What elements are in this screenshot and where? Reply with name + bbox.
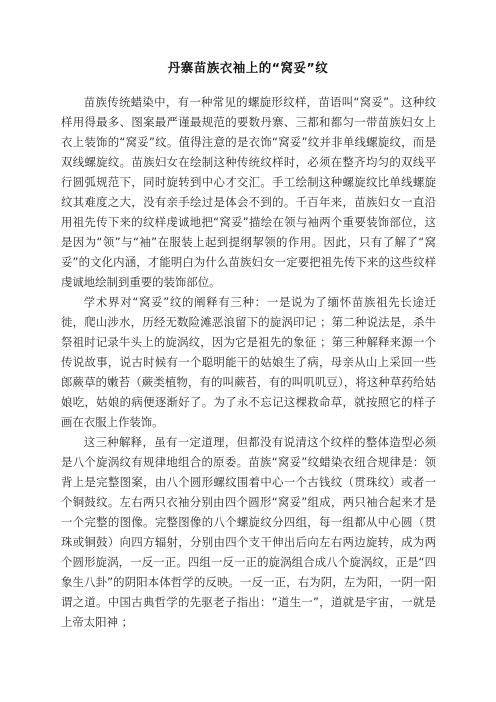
document-title: 丹寨苗族衣袖上的“窝妥”纹 [167,60,329,75]
paragraph-2: 学术界对“窝妥”纹的阐释有三种：一是说为了缅怀苗族祖先长途迁徙，爬山涉水，历经无数险滩恶浪留下的旋涡印记 ；第二种说法是，杀牛祭祖时记录牛头上的旋涡纹，因为它是祖先的象征 ；第三种解释来源一个传说故事，说古时候有一个聪明能干的姑娘生了病，母亲从山上采回一些郎蕨草的嫩苔（蕨类植物，有的叫蕨苔，有的叫叽叽豆），将这种草药给姑娘吃，姑娘的病便逐渐好了。为了永不忘记这棵救命草，就按照它的样子画在衣服上作装饰。 [61,295,436,429]
paragraph-1: 苗族传统蜡染中，有一种常见的螺旋形纹样，苗语叫“窝妥”。这种纹样用得最多、图案最严谨最规范的要数丹寨、三都和都匀一带苗族妇女上衣上装饰的“窝妥”纹。值得注意的是衣饰“窝妥”纹并非单线螺旋纹，而是双线螺旋纹。苗族妇女在绘制这种传统纹样时，必须在整齐均匀的双线平行圆弧规范下，同时旋转到中心才交汇。手工绘制这种螺旋纹比单线螺旋纹其难度之大，没有亲手绘过是体会不到的。千百年来，苗族妇女一直沿用祖先传下来的纹样虔诚地把“窝妥”描绘在领与袖两个重要装饰部位，这是因为“领”与“袖”在服装上起到提纲挈领的作用。因此，只有了解了“窝妥”的文化内涵，才能明白为什么苗族妇女一定要把祖先传下来的这些纹样虔诚地绘制到重要的装饰部位。 [61,95,436,289]
paragraph-3: 这三种解释，虽有一定道理，但都没有说清这个纹样的整体造型必须是八个旋涡纹有规律地组合的原委。苗族“窝妥”纹蜡染衣纽合规律是：领背上是完整图案，由八个圆形螺纹围着中心一个古钱纹（贯珠纹）或者一个铜鼓纹。左右两只衣袖分别由四个圆形“窝妥”组成，两只袖合起来才是一个完整的图像。完整图像的八个螺旋纹分四组，每一组都从中心圆（贯珠或铜鼓）向四方辐射，分别由四个支干伸出后向左右两边旋转，成为两个圆形旋涡，一反一正。四组一反一正的旋涡组合成八个旋涡纹，正是“四象生八卦”的阴阳本体哲学的反映。一反一正，右为阴，左为阳，一阴一阳谓之道。中国古典哲学的先驱老子指出：“道生一”，道就是宇宙，一就是上帝太阳神 ； [61,435,436,629]
document-body [61,92,436,632]
